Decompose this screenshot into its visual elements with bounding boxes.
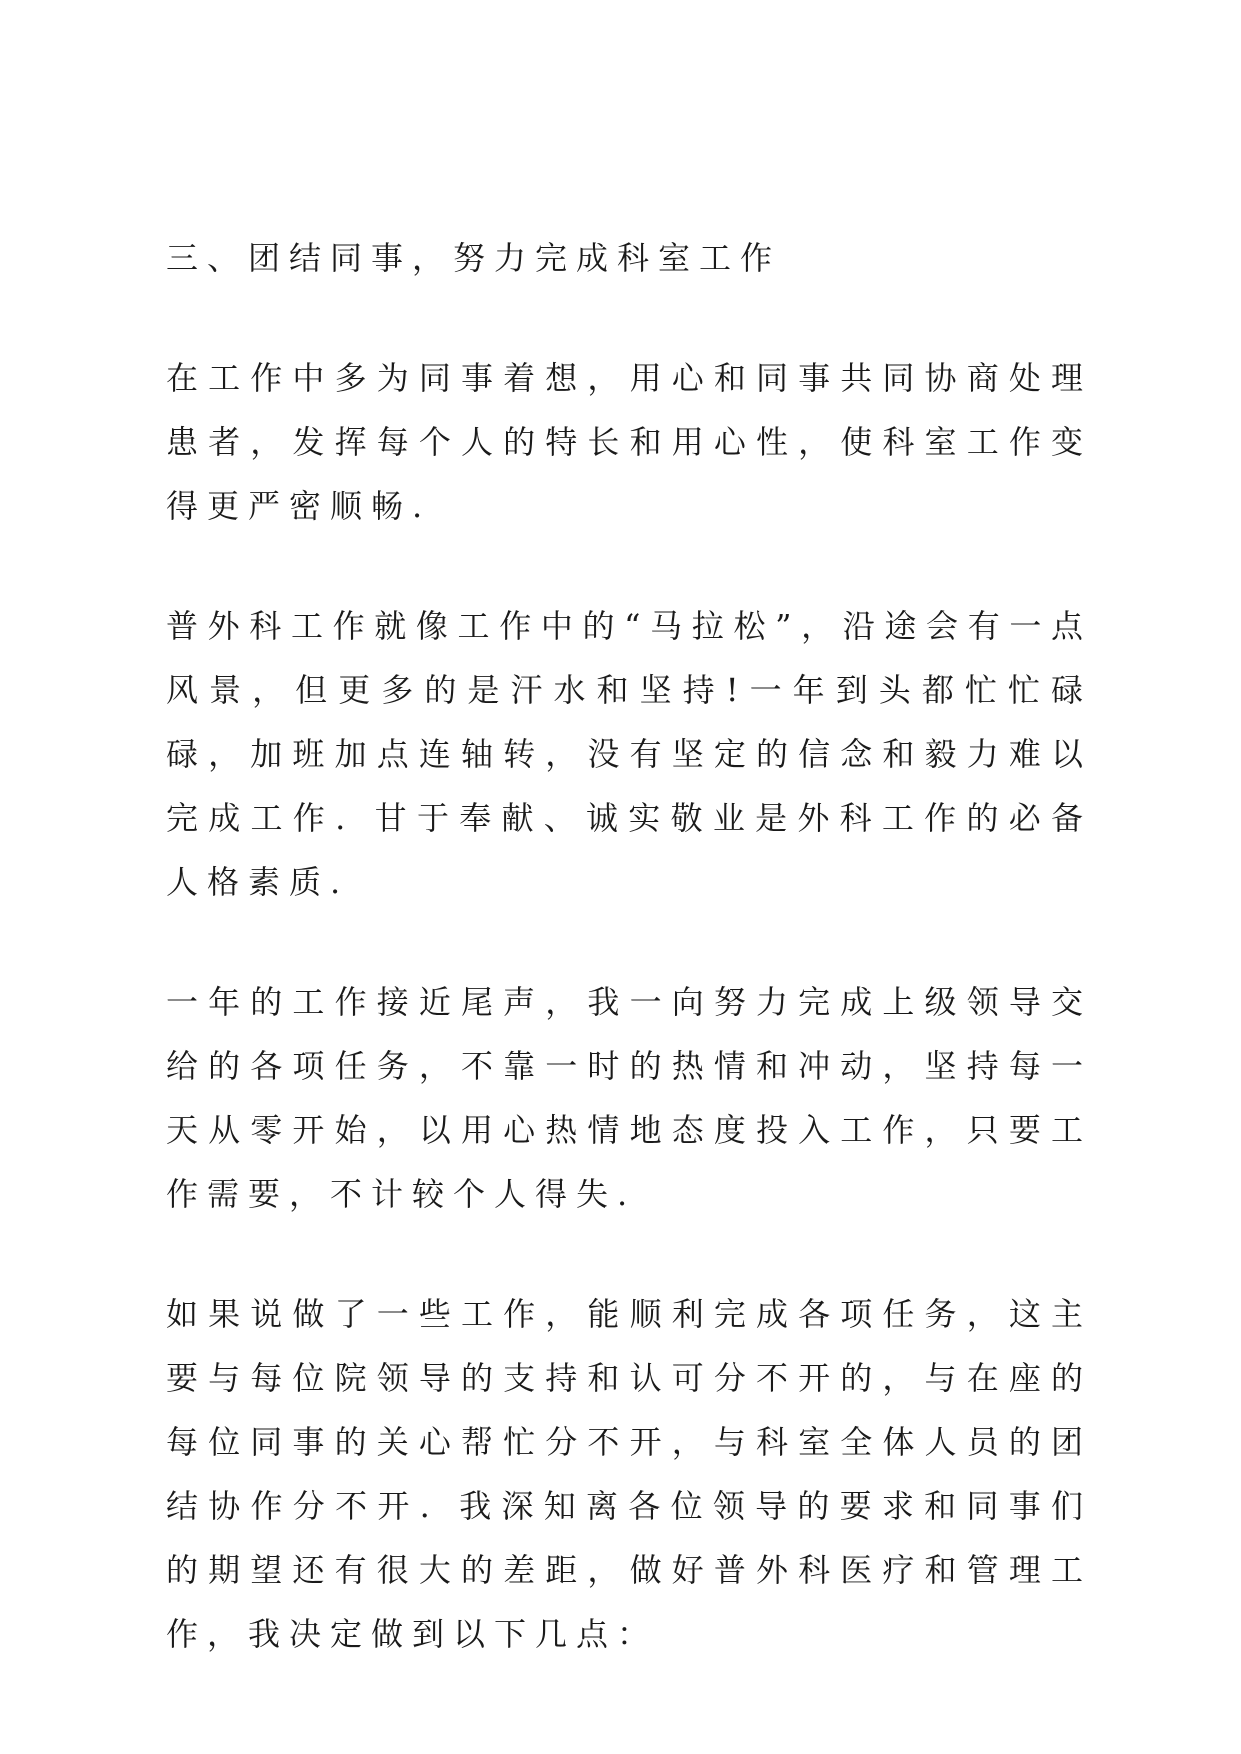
paragraph-4: 如果说做了一些工作，能顺利完成各项任务，这主要与每位院领导的支持和认可分不开的，与在座的每位同事的关心帮忙分不开，与科室全体人员的团结协作分不开. 我深知离各位领导的要求和同事们的期望还有很大的差距，做好普外科医疗和管理工作，我决定做到以下几点： bbox=[166, 1295, 1092, 1653]
document-body bbox=[166, 226, 1092, 1722]
paragraph-2: 普外科工作就像工作中的“马拉松”，沿途会有一点风景，但更多的是汗水和坚持!一年到头都忙忙碌碌，加班加点连轴转，没有坚定的信念和毅力难以完成工作. 甘于奉献、诚实敬业是外科工作的必备人格素质. bbox=[166, 607, 1092, 901]
paragraph-3: 一年的工作接近尾声，我一向努力完成上级领导交给的各项任务，不靠一时的热情和冲动，坚持每一天从零开始，以用心热情地态度投入工作，只要工作需要，不计较个人得失. bbox=[166, 983, 1092, 1213]
paragraph-1: 在工作中多为同事着想，用心和同事共同协商处理患者，发挥每个人的特长和用心性，使科室工作变得更严密顺畅. bbox=[166, 359, 1092, 525]
section-heading: 三、团结同事，努力完成科室工作 bbox=[166, 239, 782, 277]
